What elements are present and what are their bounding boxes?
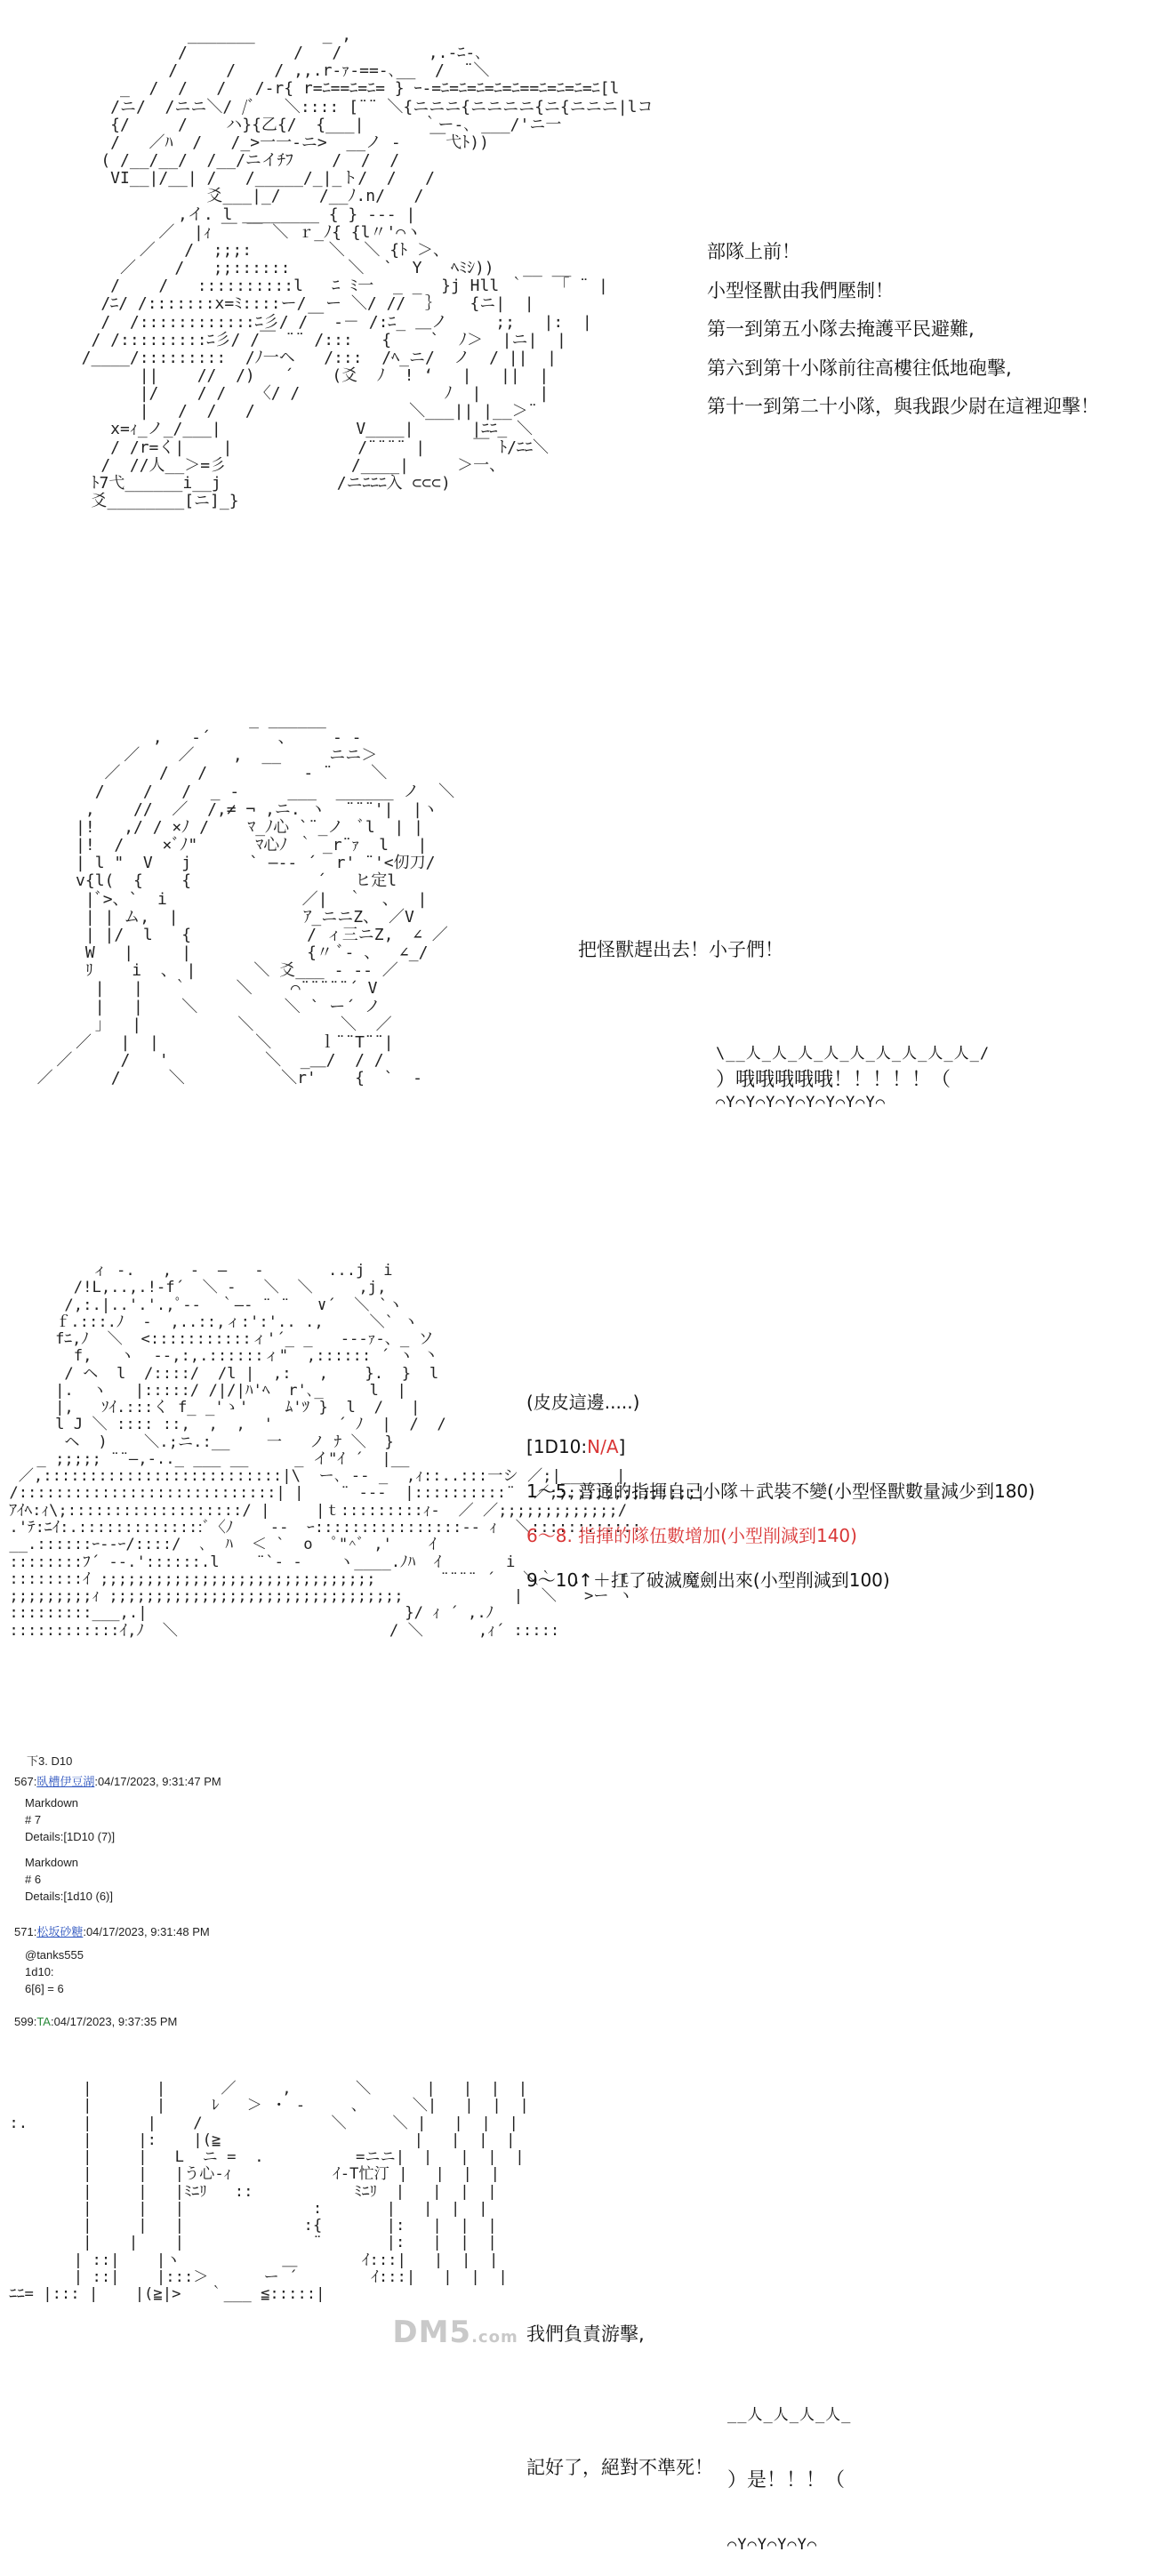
post-time: :04/17/2023, 9:37:35 PM xyxy=(50,2015,178,2028)
dialog-line: 部隊上前！ xyxy=(707,241,800,262)
dice-result-line: [1D10:N/A] xyxy=(526,1436,626,1457)
post-number: 571: xyxy=(14,1925,37,1938)
pipi-ascii-art: ィ ‐. , ‐ ― ‐ ...j i /!L,..,.!-f´ ＼ ‐ ＼ ＼ ,j, /,:.|..'.'.,ﾟ-‐ ｀―‐ ¨ ¨ ∨´ ＼ `ヽ ｆ.:::.ﾉ ‐ ,..::,ィ:':'.. ., ＼` ヽ fﾆ,ﾉ ＼ <:::::::::::ィ'´_ _ ‐‐-ｧ-、_ ソ f, ヽ ‐-,:,.::::::ィ" ,:::::: ´ ヽ 丶 / ヘ l /::::/ /l | ,: , }. } l |. ヽ |:::::/ /|/|ﾊ'ﾍ r'､_ l | |, ｿｲ.:::く f_ _'ゝ' ﾑ'ﾂ } l / | l J ＼ :::: ::, , , ' ´ ﾉ | / / ヘ ) ＼.;ニ.:__ 一 ノ ﾅ ＼ } _ ;;;;; ¨¨―,‐.._ ___ __ _ イ"ｲ ´ |__ ／,::::::::::::::::::::::::::|\ ー､ ‐- _ ,ｨ::..:::一シ ／;|_____ | /::::::::::::::::::::::::::::| | ¨ ‐-- |::::::::::¨ ／;;;;;;;;;;;;;;;;| ｱｲﾍ:ｨ\;:::::::::::::::::::/ | |ｔ:::::::::ｨ‐ ／ ／;;;;;;;;;;;;;/ .'ﾃ:ﾆｲ:.::::::::::::::ﾞ〈ﾉ ‐‐ ｰ::::::::::::::::-‐ ｨ ＼:::::::::::: __.::::::ｰ‐‐ｰ/::::/ ､ ﾊ ＜ ` o ﾟ"^ﾞ ,' ｲ ::::::::ﾌ´ ‐‐.'::::::.l ¨`‐ ‐ ヽ____.ﾉﾊ ｲ i ::::::::ｲ ;;;;;;;;;;;;;;;;;;;;;;;;;;;;;; ¨¨¨¨ ´ ＼｀ . ｔ ;;;;;;;;;ｨ ;;;;;;;;;;;;;;;;;;;;;;;;;;;;;;;; | ＼ >ー ヽ :::::::::___,.| }/ ｨ ´ ,.ﾉ ::::::::::::ｲ,ﾉ ＼ / ＼ ,ｨ´ ::::: xyxy=(9,1262,706,1640)
dialog-line: 第一到第五小隊去掩護平民避難, xyxy=(707,318,975,340)
panel-4-dialog xyxy=(526,2223,713,2534)
post-time: :04/17/2023, 9:31:47 PM xyxy=(94,1775,221,1788)
log-header: 下3. D10 xyxy=(27,1754,73,1768)
option-line: 1～5. 普通的指揮自己小隊＋武裝不變(小型怪獸數量減少到180) xyxy=(526,1481,1035,1502)
soldier-face-ascii-art: _ ______ , ‐´ 、 ‐ ‐ ／ ／ , __ ニニ＞ ／ / / ‐ ¨ ＼ / / / _ - ___ ______ ノ ＼ , // ／ /,≠ ¬ ,ニ. ヽ ¨¨¨'| |ヽ |! ,/ / ×ﾉ / ﾏ_ﾉ心 `¨_ノ ﾞl | | |! / ×ﾞﾉ" ﾏ心ﾉ ｀ _r¨ｧ l | | l " V j ` ―‐‐ ´ r' ¨'<仞刀/ v{l( { { ´ ヒ定l |ﾞ>、` i ／| ｀ 、 | | | ム, | ｱ_ニニZ、 ／V | |/ l { / ィ三ニZ, ∠ ／ W | | {〃 ﾞ‐ 、 ∠_/ ﾘ i 、 | ＼ 爻___ ‐ ‐‐ ／ | | ｀ ＼ ⌒¨¨¨¨¨´ V | | ＼ ＼ ` ー´ ノ ｣ | ＼ ＼ ／ ／ | | ＼ ｌ¨¨T¨¨| ／ / ' ＼ _＿/ / / ／ / ＼ ＼r' { ` ‐ xyxy=(36,710,455,1088)
dialog-line: 把怪獸趕出去！小子們！ xyxy=(578,939,783,960)
poster-name-link[interactable]: 臥槽伊豆湖 xyxy=(36,1775,95,1788)
post-number: 567: xyxy=(14,1775,37,1788)
panel-2 xyxy=(0,711,1156,1236)
post-line: 6[6] = 6 xyxy=(25,1982,64,1995)
roll-log xyxy=(14,1752,221,2032)
post-body xyxy=(14,1796,221,1906)
option-line: (皮皮這邊.....) xyxy=(526,1392,640,1413)
shout-top-edge: \__人_人_人_人_人_人_人_人_人_/ xyxy=(716,1045,991,1063)
dialog-line: 我們負責游擊, xyxy=(526,2323,645,2345)
post-line: Markdown xyxy=(25,1856,78,1869)
post-line: @tanks555 xyxy=(25,1948,84,1962)
log-post-header xyxy=(14,1772,221,1789)
panel-4-shout xyxy=(727,2363,851,2576)
panel-3-options xyxy=(526,1380,1035,1602)
option-line: 9～10↑＋扛了破滅魔劍出來(小型削減到100) xyxy=(526,1569,890,1591)
panel-1-dialog xyxy=(707,233,1099,427)
officer-ascii-art: | | ／ , ＼ | | | | | | ﾚ ＞ ・ - 、 ＼| | | | :. | | / ＼ ＼ | | | | | |: |(≧ | | | | | | L ニ = . =ニニ| | | | | | | |う心-ｨ ｲ-T忙汀 | | | | | | |ﾐﾆﾘ :: ﾐﾆﾘ | | | | | | | : | | | | | | | :{ |: | | | | | | ¨ |: | | | | ::| |ヽ ＿ ｲ:::| | | | | ::| |:::＞ ー ´ ｲ:::| | | | ﾆﾆ= |::: | |(≧|> ｀___ ≦:::::| 我們負責游擊, 記好了，絕對不準死！ __人_人_人_人_ ）是！！！（ ⌒Y⌒Y⌒Y⌒Y⌒ DM5.com xyxy=(0,2081,529,2355)
dialog-line: 第十一到第二十小隊，與我跟少尉在這裡迎擊！ xyxy=(707,396,1099,417)
mecha-ascii-art: _______ _ , / / / ,.-ﾆ-､ / / / ,,.r-ｧ-==-､__ / ¨＼ _ / / / /-r{ r=ﾆ==ﾆ=ﾆ= } ｰ-=ﾆ=ﾆ=ﾆ=ﾆ=ﾆ==ﾆ=ﾆ=ﾆ=ﾆ[l /ニ/ /ニニ＼/ /ﾞ ＼:::: [¨¨ ＼{ニニニ{ニニニニ{ニ{ニニニ|lコ {/ / ハ}{乙{/ {___| ｀ー-､ ___/'ニ一 / ／ﾊ / /_>一一-ニ> __ノ ‐ ￣弋ﾄ)) ( /__/__/ /__/ニイﾁﾌ / / / VI__|/__| / /_____/_|_ト/ / / 爻___|_/ /__ﾉ.n/ / ,イ. l ________ { } ‐-- | ／ |ｨ ￣ ￣ ＼ ｒ_ﾉ{ {l〃'⌒ヽ ／ / ;;;: ＼ ＼ {ﾄ ＞、 ／ / ;;:::::: ＼ ` Y ﾍﾐｼ)) __ __ / / ::::::::::l ﾆ ﾐ一 _ _ }j Hll ｀ 「 ¨ | /ﾆ/ /:::::::x=ﾐ::::ー/ ー ＼/ // ｝ {ニ| | / /::::::::::::ﾆ彡/ /￣ ‐－ /:ﾆ_ ＿ノ ;; |: | / /:::::::::ﾆ彡/ /￣ ¨¨ /::: { ` ﾉ＞ |ニ| | /____/::::::::: /ﾉ一ヘ /::: /ﾍ_ニ/ ノ / || | || // /) ´ (爻 ﾉ ! ‘ | || | |/ / / 〈/ / ﾉ | | | / / / ＼___|| |__＞¨ x=ｨ_ノ_/___| V____| |ﾆﾆ_ ＼ / /r=く| | /¨¨¨¨ | ￣ ﾄ/ﾆﾆ＼ / //人__＞=彡 /____| ＞一、 ﾄ7弋______i__j /ニﾆﾆﾆ入 ⊂⊂⊂) 爻________[ニ]_} xyxy=(81,26,654,511)
dice-value: N/A xyxy=(587,1436,619,1457)
post-line: Details:[1D10 (7)] xyxy=(25,1830,116,1843)
panel-3 xyxy=(0,1263,1156,1747)
panel-4 xyxy=(0,2080,1156,2555)
post-line: Details:[1d10 (6)] xyxy=(25,1890,113,1903)
post-line: 1d10: xyxy=(25,1965,54,1978)
site-watermark xyxy=(392,2315,518,2349)
panel-1 xyxy=(0,0,1156,702)
poster-name-link[interactable]: 松坂砂糖 xyxy=(36,1925,84,1938)
post-body xyxy=(14,1948,221,1999)
shout-bottom-edge: ⌒Y⌒Y⌒Y⌒Y⌒ xyxy=(727,2536,818,2555)
post-line: # 6 xyxy=(25,1873,42,1886)
log-post-header xyxy=(14,1922,221,1939)
watermark-main: DM5 xyxy=(392,2315,472,2351)
dialog-line: 小型怪獸由我們壓制！ xyxy=(707,279,894,301)
post-line xyxy=(14,1847,221,1856)
watermark-sub: .com xyxy=(471,2328,518,2347)
post-time: :04/17/2023, 9:31:48 PM xyxy=(83,1925,210,1938)
shout-bottom-edge: ⌒Y⌒Y⌒Y⌒Y⌒Y⌒Y⌒Y⌒Y⌒ xyxy=(716,1094,886,1111)
poster-name: TA xyxy=(36,2015,51,2028)
log-post-header xyxy=(14,2015,221,2032)
panel-2-dialog xyxy=(578,935,783,962)
shout-text: ）哦哦哦哦哦！！！！！（ xyxy=(716,1069,951,1091)
dice-label: 1D10: xyxy=(533,1436,588,1457)
shout-top-edge: __人_人_人_人_ xyxy=(727,2406,852,2425)
panel-2-shout xyxy=(716,1040,990,1111)
dialog-line: 第六到第十小隊前往高樓往低地砲擊, xyxy=(707,357,1012,379)
post-line: # 7 xyxy=(25,1813,42,1826)
shout-text: ）是！！！（ xyxy=(727,2468,846,2492)
post-line: Markdown xyxy=(25,1796,78,1810)
post-number: 599: xyxy=(14,2015,37,2028)
option-line-highlighted: 6～8. 指揮的隊伍數增加(小型削減到140) xyxy=(526,1525,857,1546)
dialog-line: 記好了，絕對不準死！ xyxy=(526,2457,713,2478)
